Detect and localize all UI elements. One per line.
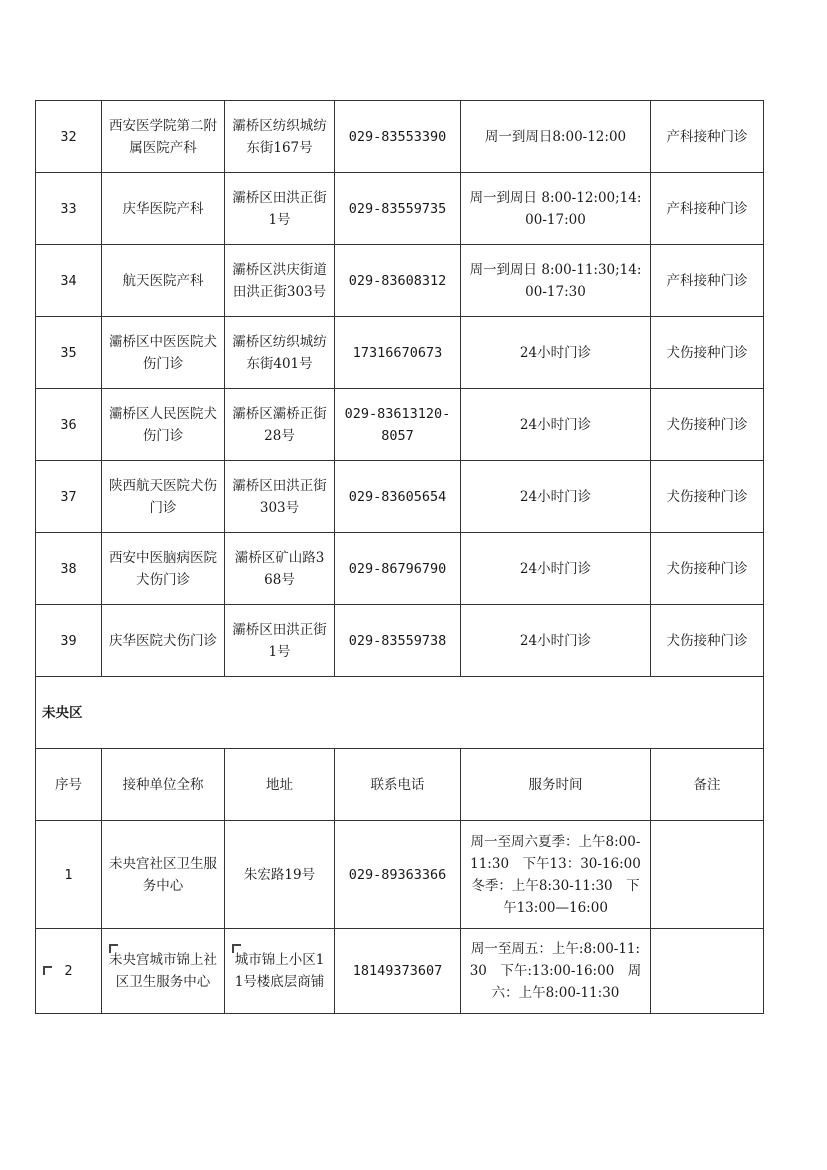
table-row xyxy=(36,245,764,317)
row-number: 33 xyxy=(36,173,102,245)
table-row xyxy=(36,533,764,605)
site-address: 灞桥区灞桥正街28号 xyxy=(225,389,335,461)
site-address: 灞桥区纺织城纺东街401号 xyxy=(225,317,335,389)
site-phone: 18149373607 xyxy=(335,929,461,1014)
site-note xyxy=(651,929,764,1014)
site-phone: 029-83613120-8057 xyxy=(335,389,461,461)
table-row xyxy=(36,173,764,245)
site-phone: 029-83559735 xyxy=(335,173,461,245)
site-phone: 029-83553390 xyxy=(335,101,461,173)
header-note: 备注 xyxy=(651,749,764,821)
site-address: 城市锦上小区11号楼底层商铺 xyxy=(225,929,335,1014)
service-hours: 周一到周日8:00-12:00 xyxy=(461,101,651,173)
corner-mark xyxy=(232,944,241,953)
site-name: 未央宫社区卫生服务中心 xyxy=(102,821,225,929)
site-name: 庆华医院产科 xyxy=(102,173,225,245)
row-number: 38 xyxy=(36,533,102,605)
corner-mark xyxy=(109,944,118,953)
table-row xyxy=(36,317,764,389)
service-hours: 24小时门诊 xyxy=(461,461,651,533)
site-note: 犬伤接种门诊 xyxy=(651,533,764,605)
site-address: 灞桥区田洪正街303号 xyxy=(225,461,335,533)
service-hours: 周一至周六夏季：上午8:00-11:30 下午13：30-16:00冬季：上午8:30-11:30 下午13:00—16:00 xyxy=(461,821,651,929)
table-row xyxy=(36,929,764,1014)
row-number: 2 xyxy=(36,929,102,1014)
table-row xyxy=(36,605,764,677)
service-hours: 24小时门诊 xyxy=(461,389,651,461)
section-row xyxy=(36,677,764,749)
row-number: 36 xyxy=(36,389,102,461)
site-phone: 029-89363366 xyxy=(335,821,461,929)
header-address: 地址 xyxy=(225,749,335,821)
row-number: 34 xyxy=(36,245,102,317)
site-address: 灞桥区田洪正街1号 xyxy=(225,173,335,245)
site-phone: 029-83559738 xyxy=(335,605,461,677)
site-address: 灞桥区纺织城纺东街167号 xyxy=(225,101,335,173)
site-name: 灞桥区人民医院犬伤门诊 xyxy=(102,389,225,461)
table-row xyxy=(36,821,764,929)
header-name: 接种单位全称 xyxy=(102,749,225,821)
service-hours: 24小时门诊 xyxy=(461,533,651,605)
service-hours: 24小时门诊 xyxy=(461,605,651,677)
site-phone: 029-83605654 xyxy=(335,461,461,533)
service-hours: 周一到周日 8:00-12:00;14:00-17:00 xyxy=(461,173,651,245)
site-note: 产科接种门诊 xyxy=(651,245,764,317)
site-name: 西安中医脑病医院犬伤门诊 xyxy=(102,533,225,605)
site-phone: 029-86796790 xyxy=(335,533,461,605)
site-note: 产科接种门诊 xyxy=(651,173,764,245)
header-hours: 服务时间 xyxy=(461,749,651,821)
header-row xyxy=(36,749,764,821)
vaccination-sites-table xyxy=(35,100,764,1014)
site-name: 庆华医院犬伤门诊 xyxy=(102,605,225,677)
site-name: 航天医院产科 xyxy=(102,245,225,317)
service-hours: 周一至周五：上午:8:00-11:30 下午:13:00-16:00 周六：上午8:00-11:30 xyxy=(461,929,651,1014)
site-note xyxy=(651,821,764,929)
row-number: 1 xyxy=(36,821,102,929)
site-address: 灞桥区矿山路368号 xyxy=(225,533,335,605)
row-number: 37 xyxy=(36,461,102,533)
site-note: 犬伤接种门诊 xyxy=(651,317,764,389)
header-phone: 联系电话 xyxy=(335,749,461,821)
table-row xyxy=(36,461,764,533)
site-address: 朱宏路19号 xyxy=(225,821,335,929)
row-number: 32 xyxy=(36,101,102,173)
site-name: 西安医学院第二附属医院产科 xyxy=(102,101,225,173)
site-note: 犬伤接种门诊 xyxy=(651,461,764,533)
header-number: 序号 xyxy=(36,749,102,821)
site-note: 犬伤接种门诊 xyxy=(651,605,764,677)
site-phone: 029-83608312 xyxy=(335,245,461,317)
corner-mark xyxy=(43,966,52,975)
district-title: 未央区 xyxy=(36,677,764,749)
row-number: 39 xyxy=(36,605,102,677)
row-number: 35 xyxy=(36,317,102,389)
site-name: 未央宫城市锦上社区卫生服务中心 xyxy=(102,929,225,1014)
site-address: 灞桥区田洪正街1号 xyxy=(225,605,335,677)
service-hours: 24小时门诊 xyxy=(461,317,651,389)
table-row xyxy=(36,101,764,173)
site-note: 产科接种门诊 xyxy=(651,101,764,173)
service-hours: 周一到周日 8:00-11:30;14:00-17:30 xyxy=(461,245,651,317)
table-row xyxy=(36,389,764,461)
site-name: 灞桥区中医医院犬伤门诊 xyxy=(102,317,225,389)
site-note: 犬伤接种门诊 xyxy=(651,389,764,461)
site-name: 陕西航天医院犬伤门诊 xyxy=(102,461,225,533)
site-address: 灞桥区洪庆街道田洪正街303号 xyxy=(225,245,335,317)
site-phone: 17316670673 xyxy=(335,317,461,389)
